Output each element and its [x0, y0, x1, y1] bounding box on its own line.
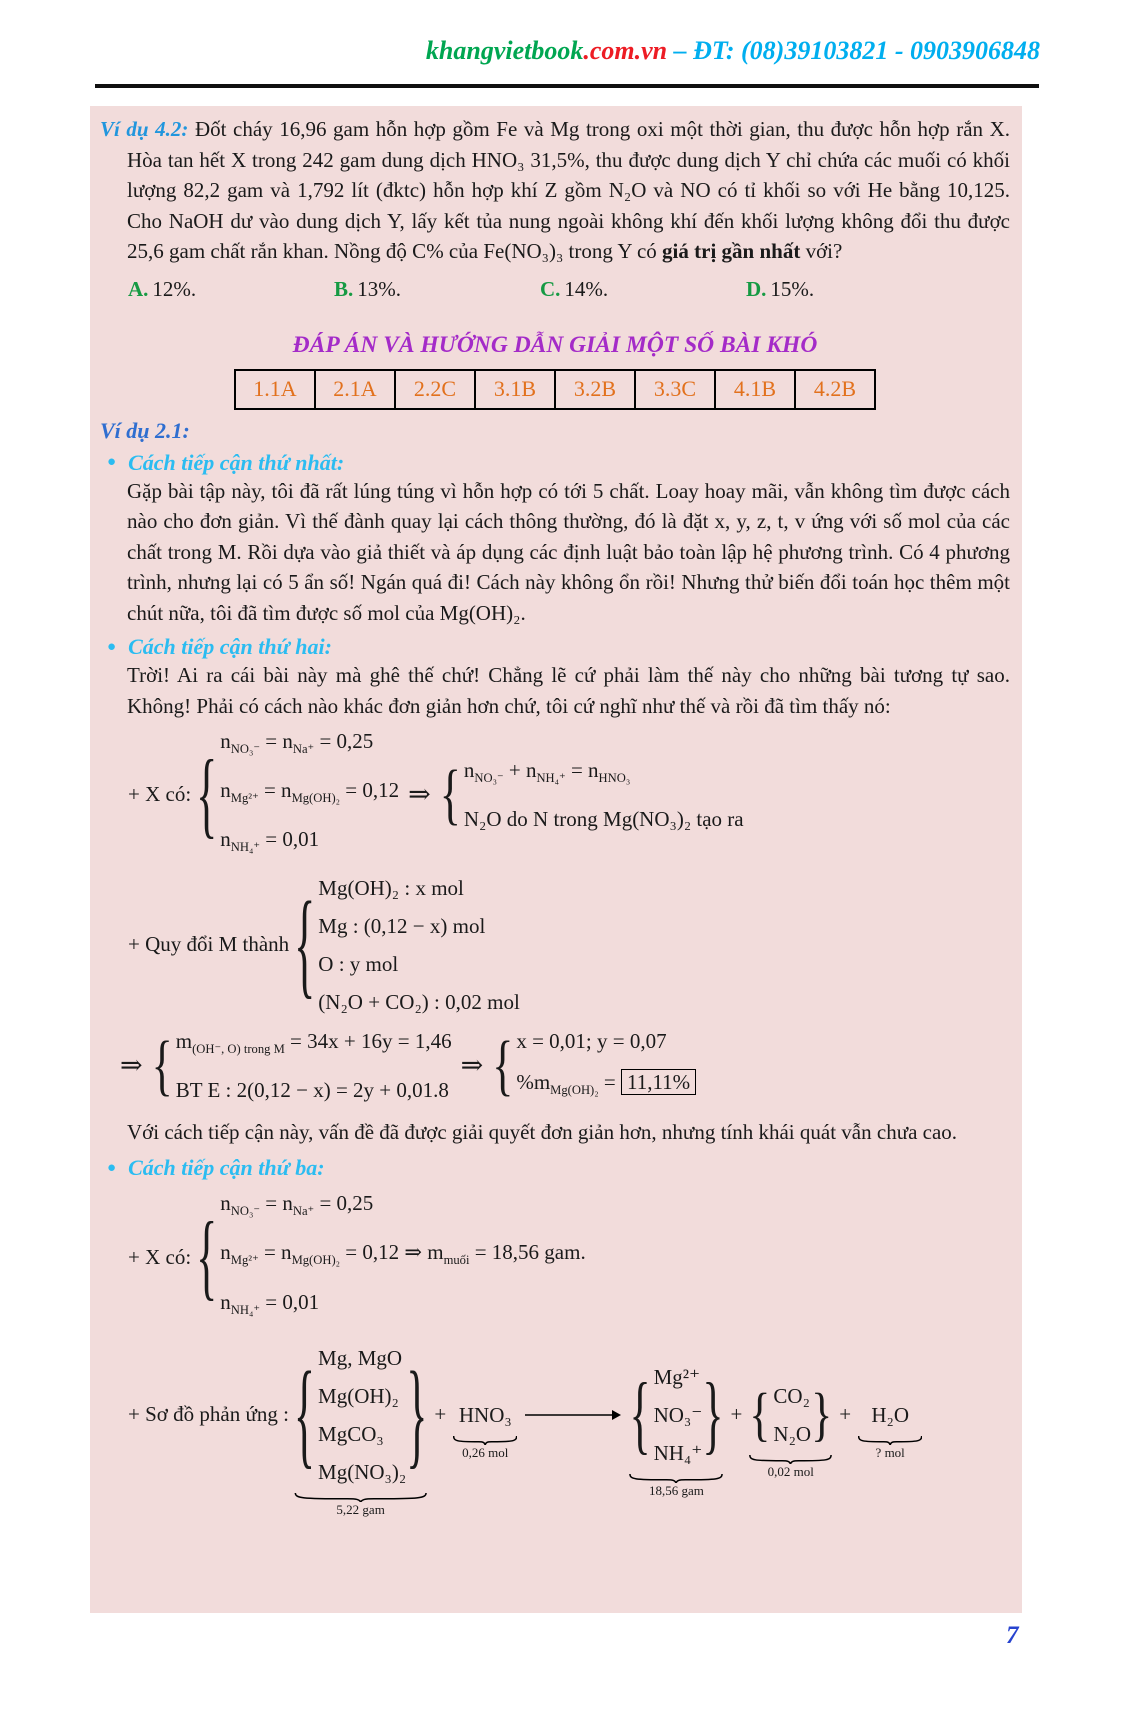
approach-2-heading-row — [100, 634, 1010, 660]
acid-amount: 0,26 mol — [462, 1444, 509, 1460]
gases-braced — [749, 1377, 832, 1453]
content-highlight-block — [90, 106, 1022, 1613]
answer-options-row — [128, 277, 1010, 302]
implies-arrow: ⇒ — [408, 779, 431, 810]
option-c — [540, 277, 746, 302]
example-4-2-text-tail: với? — [800, 239, 843, 263]
approach-3-heading-row — [100, 1155, 1010, 1181]
option-a-letter: A. — [128, 276, 149, 301]
left-brace-icon: { — [492, 1026, 514, 1103]
approach-2-paragraph: Trời! Ai ra cái bài này mà ghê thế chứ! Chẳng lẽ cứ phải làm thế này cho những bài tương tự sao. Không! Phải có cách nào khác đơn giản hơn chứ, tôi cứ nghĩ như thế và rồi đã tìm thấy nó: — [127, 663, 1010, 718]
reactant-mixture-group — [294, 1339, 427, 1517]
option-d-letter: D. — [746, 276, 767, 301]
option-a-value: 12%. — [152, 276, 197, 301]
plus-sign: + — [730, 1401, 743, 1426]
left-brace-icon: { — [196, 1202, 218, 1310]
right-brace-icon: } — [702, 1364, 724, 1463]
gas-formula: CO₂ — [773, 1383, 810, 1408]
approach-1-heading-row — [100, 450, 1010, 476]
underbrace-icon — [629, 1474, 723, 1483]
plus-sign: + — [434, 1401, 447, 1426]
left-brace-icon: { — [196, 739, 218, 848]
answer-key-heading: ĐÁP ÁN VÀ HƯỚNG DẪN GIẢI MỘT SỐ BÀI KHÓ — [292, 331, 818, 358]
product-ions-mass: 18,56 gam — [648, 1482, 704, 1498]
equation-system-3 — [120, 1021, 1010, 1111]
product-ions-group — [629, 1358, 723, 1498]
option-c-letter: C. — [540, 276, 561, 301]
left-brace-icon: { — [293, 1347, 316, 1480]
product-ion: NO₃⁻ — [653, 1402, 703, 1427]
header-contact: – ĐT: (08)39103821 - 0903906848 — [667, 36, 1040, 65]
approach-1-paragraph: Gặp bài tập này, tôi đã rất lúng túng vì hỗn hợp có tới 5 chất. Loay hoay mãi, vẫn không tìm được cách nào cho đơn giản. Vì thế đành quay lại cách thông thường, đó là đặt x, y, z, t, v ứng với số mol của các chất trong M. Rồi dựa vào giả thiết và áp dụng các định luật bảo toàn lập hệ phương trình. Có 4 phương trình, nhưng lại có 5 ẩn số! Ngán quá đi! Cách này không ổn rồi! Nhưng thử biến đổi toán học thêm một chút nữa, tôi đã tìm được số mol của Mg(OH)₂. — [127, 478, 1010, 625]
underbrace-icon — [749, 1455, 832, 1464]
acid-formula: HNO₃ — [458, 1402, 512, 1427]
example-4-2-text: Đốt cháy 16,96 gam hỗn hợp gồm Fe và Mg trong oxi một thời gian, thu được hỗn hợp rắn X. Hòa tan hết X trong 242 gam dung dịch HNO₃ 31,5%, thu được dung dịch Y chỉ chứa các muối có khối lượng 82,2 gam và 1,792 lít (đktc) hỗn hợp khí Z gồm N₂O và NO có tỉ khối so với He bằng 10,125. Cho NaOH dư vào dung dịch Y, lấy kết tủa nung ngoài không khí đến khối lượng không đổi thu được 25,6 gam chất rắn khan. Nồng độ C% của Fe(NO₃)₃ trong Y có — [127, 117, 1011, 263]
option-c-value: 14%. — [564, 276, 609, 301]
page-header — [0, 36, 1040, 66]
reactant-mixture-braced — [294, 1339, 427, 1491]
option-b — [334, 277, 540, 302]
answer-key-cell: 2.1A — [315, 370, 395, 409]
reactant-mixture-mass: 5,22 gam — [336, 1501, 385, 1517]
equation-4-prefix: + X có: — [128, 1244, 192, 1269]
answer-key-table — [234, 369, 876, 410]
right-brace-icon: } — [406, 1347, 428, 1480]
left-brace-icon: { — [439, 756, 461, 832]
implies-arrow: ⇒ — [460, 1050, 484, 1081]
answer-key-cell: 3.1B — [475, 370, 555, 409]
answer-key-cell: 4.2B — [795, 370, 875, 409]
answer-key-cell: 3.2B — [555, 370, 635, 409]
product-ions-column — [654, 1358, 703, 1472]
conclusion-paragraph: Với cách tiếp cận này, vấn đề đã được giải quyết đơn giản hơn, nhưng tính khái quát vẫn chưa cao. — [127, 1119, 958, 1144]
equation-1-right-column — [464, 750, 744, 840]
equation-line: $n_{NO_3^-} + n_{NH_4^+} = n_{HNO_3}$ — [463, 757, 631, 785]
left-brace-icon: { — [629, 1364, 651, 1463]
underbrace-icon — [858, 1436, 922, 1445]
reactant-line: Mg(NO₃)₂ — [318, 1459, 407, 1484]
option-b-letter: B. — [334, 276, 354, 301]
reaction-scheme — [128, 1339, 1010, 1517]
example-4-2-paragraph — [100, 114, 1011, 267]
underbrace-icon — [453, 1436, 517, 1445]
equation-3-right-column — [516, 1021, 696, 1111]
plus-sign: + — [839, 1401, 852, 1426]
gas-formula: N₂O — [773, 1421, 812, 1446]
answer-key-cell: 1.1A — [235, 370, 315, 409]
equation-line: Mg : (0,12 − x) mol — [318, 913, 486, 938]
equation-line: BT E : 2(0,12 − x) = 2y + 0,01.8 — [175, 1077, 449, 1102]
water-amount: ? mol — [875, 1444, 905, 1460]
scheme-prefix: + Sơ đồ phản ứng : — [128, 1401, 289, 1426]
approach-2-heading: Cách tiếp cận thứ hai: — [128, 634, 332, 659]
equation-4-column — [220, 1183, 585, 1331]
equation-line: $\%m_{Mg(OH)_2} = 11,11\%$ — [516, 1062, 696, 1111]
product-ion: Mg²⁺ — [653, 1364, 701, 1389]
equation-line: $m_{(OH^-, O) trong M} = 34x + 16y = 1,46$ — [175, 1028, 452, 1056]
answer-key-cell: 4.1B — [715, 370, 795, 409]
water-group — [858, 1396, 922, 1460]
example-2-1-label: Ví dụ 2.1: — [100, 417, 190, 443]
underbrace-icon — [294, 1493, 427, 1502]
reactant-line: Mg(OH)₂ — [318, 1383, 399, 1408]
bullet-icon: ● — [107, 1159, 117, 1176]
example-4-2-bold-phrase: giá trị gần nhất — [662, 239, 801, 263]
equation-line: $n_{NO_3^-} = n_{Na^+} = 0,25$ — [220, 729, 374, 757]
left-brace-icon: { — [749, 1381, 771, 1448]
equation-line: $n_{Mg^{2+}} = n_{Mg(OH)_2} = 0,12$ — [220, 778, 400, 806]
gases-amount: 0,02 mol — [767, 1463, 814, 1479]
equation-line: (N₂O + CO₂) : 0,02 mol — [318, 989, 520, 1014]
equation-1-left-column — [220, 721, 399, 869]
equation-line: Mg(OH)₂ : x mol — [318, 875, 464, 900]
acid-group — [453, 1396, 517, 1460]
option-a — [128, 277, 334, 302]
bullet-icon: ● — [107, 454, 117, 470]
option-d — [746, 277, 952, 302]
answer-key-cell: 3.3C — [635, 370, 715, 409]
implies-arrow: ⇒ — [120, 1050, 143, 1081]
equation-line: O : y mol — [318, 951, 399, 976]
header-divider — [95, 84, 1039, 88]
approach-1-heading: Cách tiếp cận thứ nhất: — [128, 449, 345, 475]
brand-domain: .com.vn — [583, 36, 668, 65]
equation-line: x = 0,01; y = 0,07 — [516, 1028, 667, 1053]
equation-line: $n_{NH_4^+} = 0,01$ — [220, 827, 320, 855]
equation-3-left-column — [176, 1021, 452, 1111]
equation-line: N₂O do N trong Mg(NO₃)₂ tạo ra — [463, 806, 744, 831]
bullet-icon: ● — [107, 638, 117, 655]
reaction-arrow-icon — [525, 1409, 621, 1421]
brand-name: khangvietbook — [425, 36, 584, 65]
water-formula: H₂O — [871, 1402, 909, 1427]
answer-key-cell: 2.2C — [395, 370, 475, 409]
gases-group — [749, 1377, 832, 1479]
equation-line: $n_{Mg^{2+}} = n_{Mg(OH)_2} = 0,12$ ⇒ $m_{muối} = 18,56$ gam. — [220, 1240, 586, 1268]
left-brace-icon: { — [294, 877, 316, 1010]
reactant-mixture-column — [318, 1339, 406, 1491]
page-number: 7 — [1006, 1622, 1019, 1649]
answer-key-row — [235, 370, 875, 409]
reactant-line: Mg, MgO — [318, 1345, 403, 1370]
reactant-line: MgCO₃ — [318, 1421, 384, 1446]
product-ions-braced — [629, 1358, 723, 1472]
equation-system-4 — [128, 1183, 1010, 1331]
gases-column — [773, 1377, 811, 1453]
equation-2-prefix: + Quy đổi M thành — [128, 932, 290, 957]
left-brace-icon: { — [151, 1026, 173, 1103]
approach-3-heading: Cách tiếp cận thứ ba: — [128, 1155, 325, 1181]
equation-system-1 — [128, 721, 1010, 869]
option-d-value: 15%. — [770, 276, 815, 301]
equation-system-2 — [128, 869, 1010, 1021]
equation-line: $n_{NH_4^+} = 0,01$ — [220, 1289, 320, 1317]
option-b-value: 13%. — [357, 276, 402, 301]
equation-1-prefix: + X có: — [128, 782, 192, 807]
right-brace-icon: } — [811, 1381, 833, 1448]
equation-2-column — [318, 869, 519, 1021]
product-ion: NH₄⁺ — [653, 1440, 703, 1465]
example-4-2-label: Ví dụ 4.2: — [100, 117, 189, 141]
equation-line: $n_{NO_3^-} = n_{Na^+} = 0,25$ — [220, 1191, 374, 1219]
